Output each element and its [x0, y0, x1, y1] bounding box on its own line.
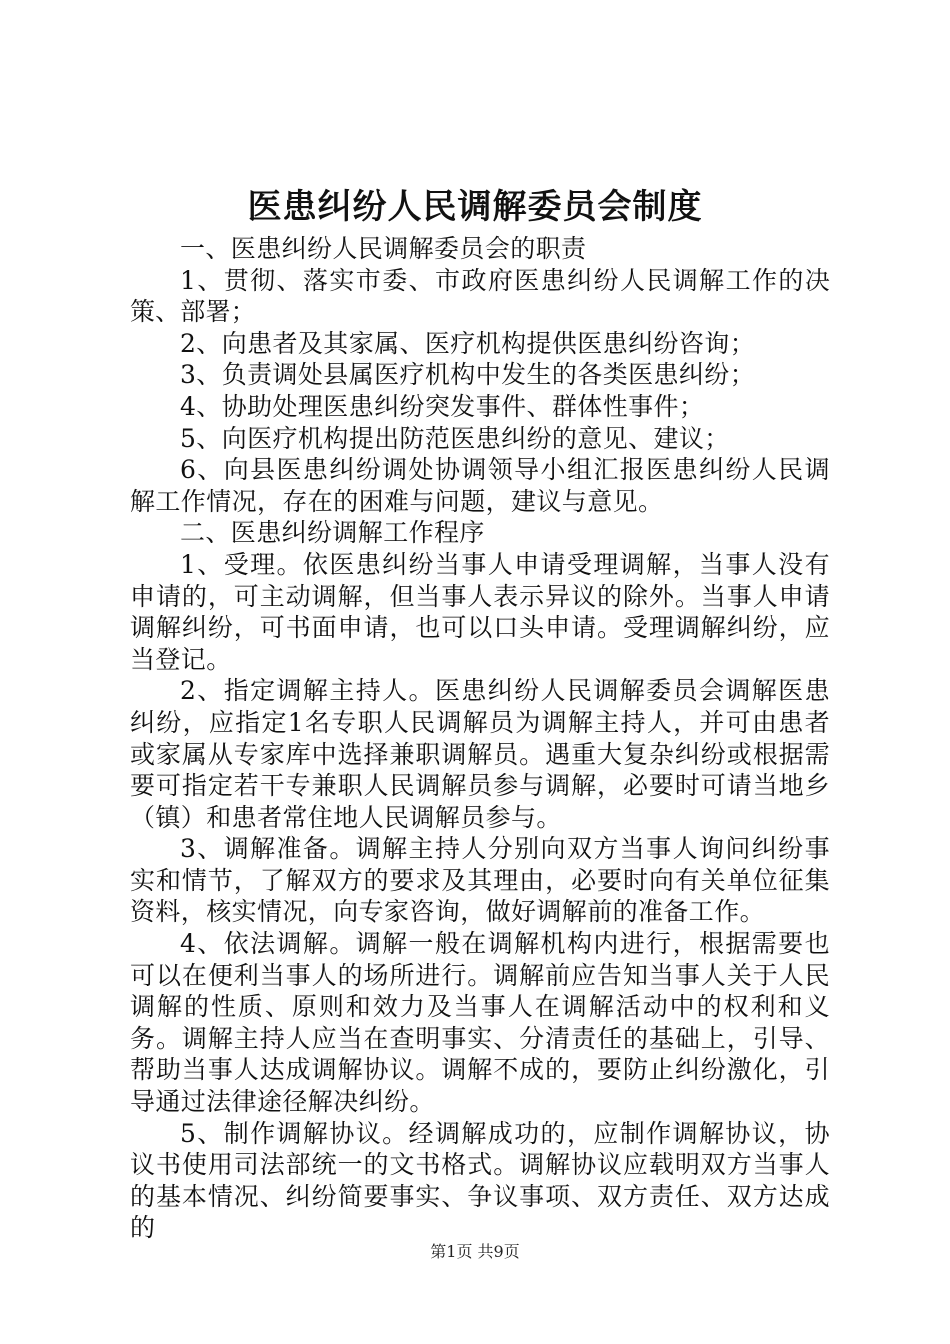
procedure-item-3: 3、调解准备。调解主持人分别向双方当事人询问纠纷事实和情节，了解双方的要求及其理由，必要时向有关单位征集资料，核实情况，向专家咨询，做好调解前的准备工作。: [130, 834, 830, 927]
procedure-item-2: 2、指定调解主持人。医患纠纷人民调解委员会调解医患纠纷，应指定1名专职人民调解员为调解主持人，并可由患者或家属从专家库中选择兼职调解员。遇重大复杂纠纷或根据需要可指定若干专兼职人民调解员参与调解，必要时可请当地乡（镇）和患者常住地人民调解员参与。: [130, 676, 830, 832]
duty-item-1: 1、贯彻、落实市委、市政府医患纠纷人民调解工作的决策、部署；: [130, 265, 830, 327]
procedure-item-4: 4、依法调解。调解一般在调解机构内进行，根据需要也可以在便利当事人的场所进行。调解前应告知当事人关于人民调解的性质、原则和效力及当事人在调解活动中的权利和义务。调解主持人应当在查明事实、分清责任的基础上，引导、帮助当事人达成调解协议。调解不成的，要防止纠纷激化，引导通过法律途径解决纠纷。: [130, 929, 830, 1117]
page-footer: 第1页 共9页: [430, 1242, 520, 1261]
duty-item-5: 5、向医疗机构提出防范医患纠纷的意见、建议；: [180, 423, 730, 453]
document-title: 医患纠纷人民调解委员会制度: [247, 187, 703, 227]
section-heading-duties: 一、医患纠纷人民调解委员会的职责: [180, 234, 587, 263]
duty-item-3: 3、负责调处县属医疗机构中发生的各类医患纠纷；: [180, 360, 756, 390]
procedure-item-1: 1、受理。依医患纠纷当事人申请受理调解，当事人没有申请的，可主动调解，但当事人表示异议的除外。当事人申请调解纠纷，可书面申请，也可以口头申请。受理调解纠纷，应当登记。: [130, 549, 830, 674]
duty-item-4: 4、协助处理医患纠纷突发事件、群体性事件；: [180, 391, 705, 421]
duty-item-2: 2、向患者及其家属、医疗机构提供医患纠纷咨询；: [180, 328, 756, 358]
duty-item-6: 6、向县医患纠纷调处协调领导小组汇报医患纠纷人民调解工作情况，存在的困难与问题，建议与意见。: [130, 455, 830, 516]
section-heading-procedure: 二、医患纠纷调解工作程序: [180, 518, 485, 548]
procedure-item-5: 5、制作调解协议。经调解成功的，应制作调解协议，协议书使用司法部统一的文书格式。调解协议应载明双方当事人的基本情况、纠纷简要事实、争议事项、双方责任、双方达成的: [130, 1118, 830, 1243]
document-body: [130, 233, 830, 1244]
